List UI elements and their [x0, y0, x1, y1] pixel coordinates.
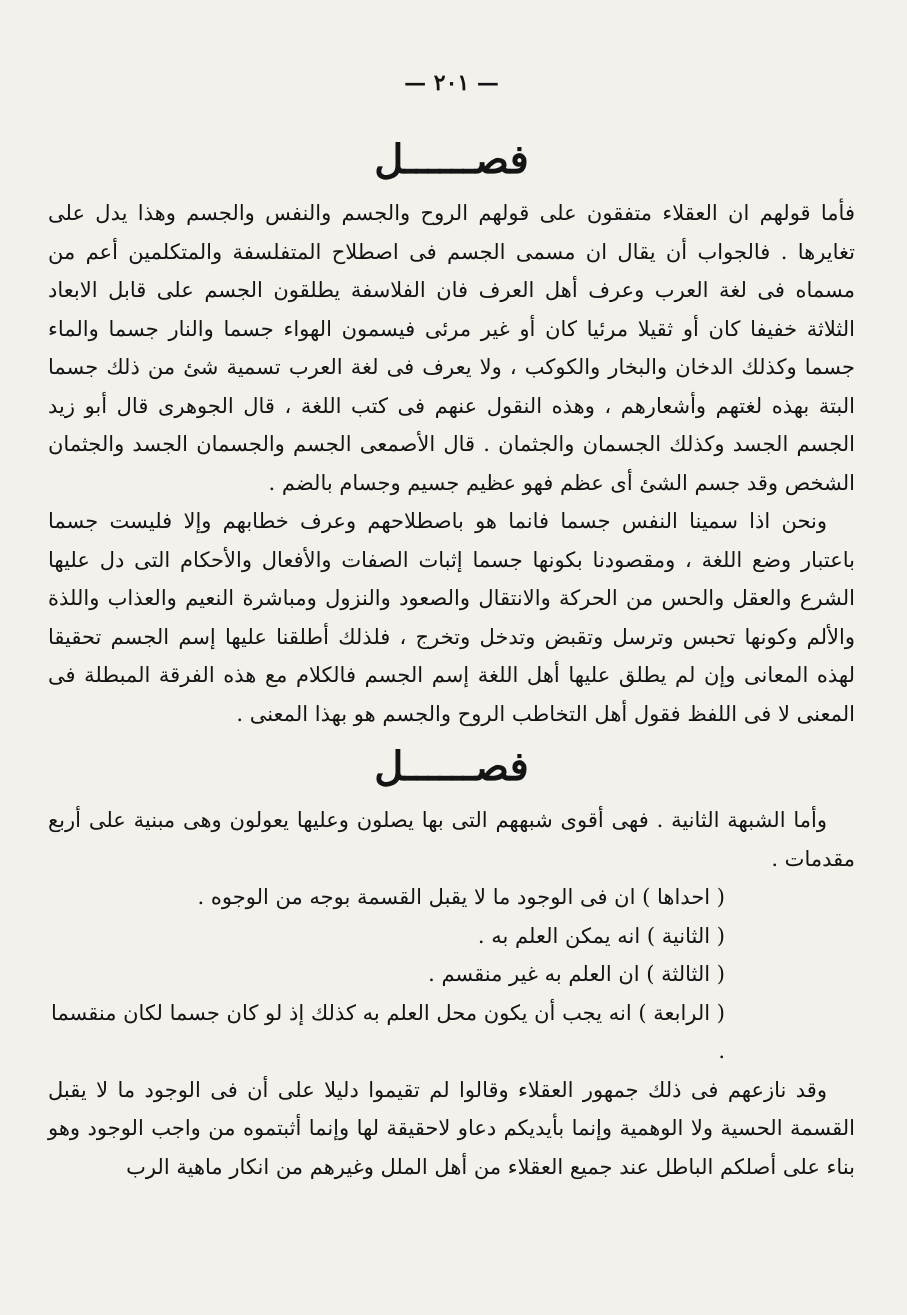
page-number: — ٢٠١ —	[404, 70, 499, 96]
list-item: ( احداها ) ان فى الوجود ما لا يقبل القسمة بوجه من الوجوه .	[197, 885, 725, 909]
list-item: ( الثالثة ) ان العلم به غير منقسم .	[428, 962, 725, 986]
paragraph-2: ونحن اذا سمينا النفس جسما فانما هو باصطلاحهم وعرف خطابهم وإلا فليست جسما باعتبار وضع اللغة ، ومقصودنا بكونها جسما إثبات الصفات والأفعال والأحكام التى دل عليها الشرع والعقل والحس من الحركة والانتقال والصعود والنزول ومباشرة النعيم والعذاب واللذة والألم وكونها تحبس وترسل وتقبض وتدخل وتخرج ، فلذلك أطلقنا عليها إسم الجسم تحقيقا لهذه المعانى وإن لم يطلق عليها أهل اللغة إسم الجسم فالكلام مع هذه الفرقة المبطلة فى المعنى لا فى اللفظ فقول أهل التخاطب الروح والجسم هو بهذا المعنى .	[48, 509, 855, 726]
paragraph-3: وأما الشبهة الثانية . فهى أقوى شبههم التى بها يصلون وعليها يعولون وهى مبنية على أربع مقدمات .	[48, 808, 855, 871]
paragraph-4: وقد نازعهم فى ذلك جمهور العقلاء وقالوا لم تقيموا دليلا على أن فى الوجود ما لا يقبل القسمة الحسية ولا الوهمية وإنما بأيديكم دعاو لاحقيقة لها وإنما أثبتموه من واجب الوجود وهو بناء على أصلكم الباطل عند جميع العقلاء من أهل الملل وغيرهم من انكار ماهية الرب	[48, 1077, 855, 1179]
premises-list	[48, 878, 855, 1071]
section-title-2: فصــــــل	[374, 743, 529, 790]
paragraph-1: فأما قولهم ان العقلاء متفقون على قولهم الروح والجسم والنفس والجسم وهذا يدل على تغايرها . فالجواب أن يقال ان مسمى الجسم فى اصطلاح المتفلسفة والمتكلمين أعم من مسماه فى لغة العرب وعرف أهل العرف فان الفلاسفة يطلقون الجسم على قابل الابعاد الثلاثة خفيفا كان أو ثقيلا مرئيا كان أو غير مرئى فيسمون الهواء جسما والنار جسما والماء جسما وكذلك الدخان والبخار والكوكب ، ولا يعرف فى لغة العرب تسمية شئ من ذلك جسما البتة بهذه لغتهم وأشعارهم ، وهذه النقول عنهم فى كتب اللغة ، قال الجوهرى قال أبو زيد الجسم الجسد وكذلك الجسمان والجثمان . قال الأصمعى الجسم والجسمان الجسد والجثمان الشخص وقد جسم الشئ أى عظم فهو عظيم جسيم وجسام بالضم .	[48, 201, 855, 495]
section-title-1: فصــــــل	[374, 136, 529, 183]
list-item: ( الرابعة ) انه يجب أن يكون محل العلم به كذلك إذ لو كان جسما لكان منقسما .	[50, 1000, 725, 1063]
list-item: ( الثانية ) انه يمكن العلم به .	[477, 923, 725, 948]
